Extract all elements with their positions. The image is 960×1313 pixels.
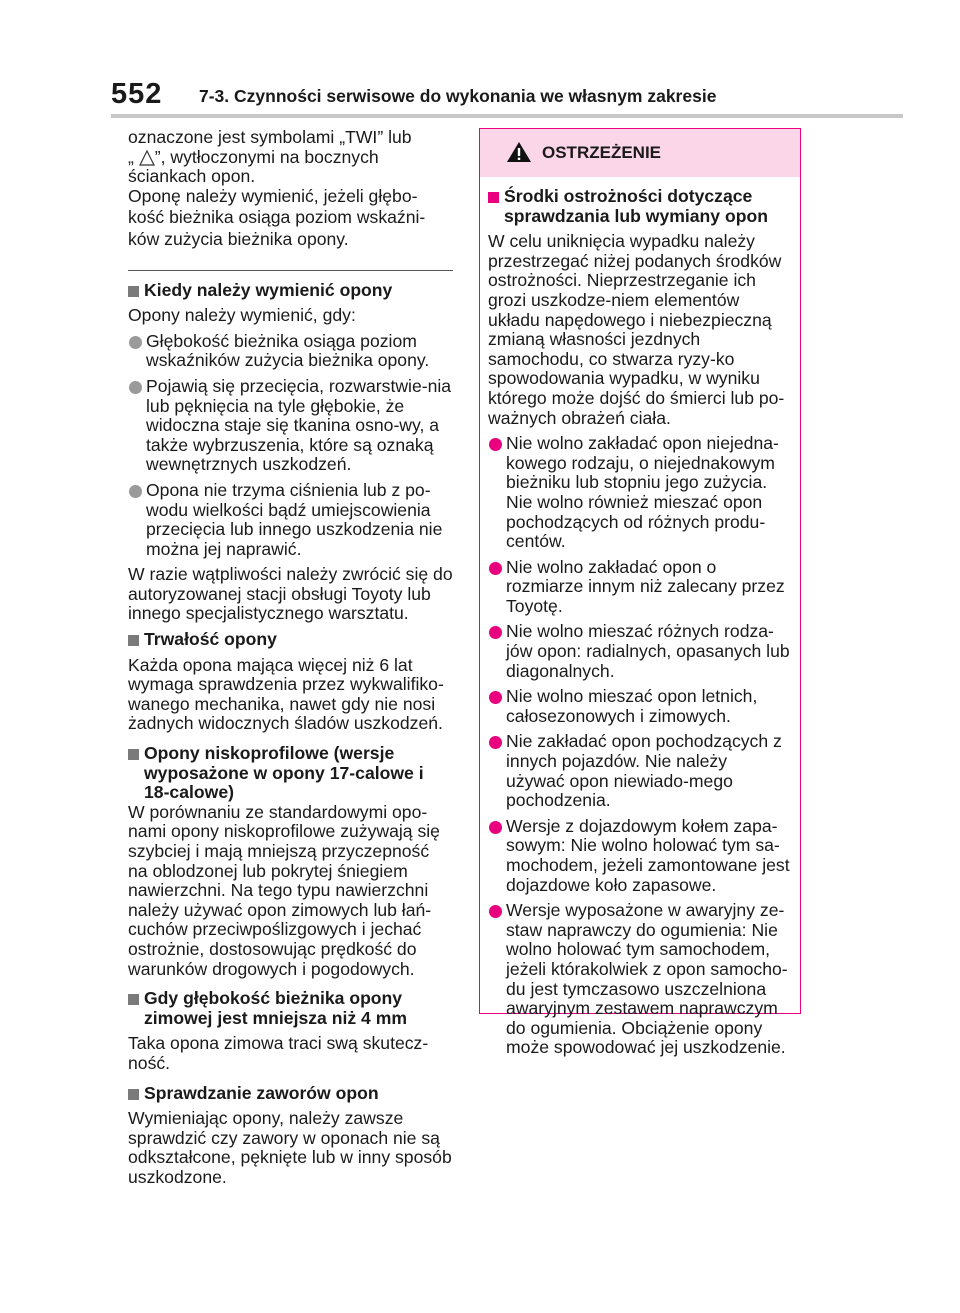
bullet-item: Nie wolno mieszać opon letnich, całosezonowych i zimowych. — [488, 687, 790, 726]
bullet-item: Nie wolno zakładać opon o rozmiarze innym niż zalecany przez Toyotę. — [488, 558, 790, 617]
bullet-item: Nie wolno zakładać opon niejedna-kowego rodzaju, o niejednakowym bieżniku lub stopniu jego zużycia. Nie wolno również mieszać opon pochodzących od różnych produ-centów. — [488, 434, 790, 552]
warning-triangle-icon — [506, 141, 532, 163]
bullet-item: Głębokość bieżnika osiąga poziom wskaźników zużycia bieżnika opony. — [128, 332, 453, 371]
section-heading: Sprawdzanie zaworów opon — [128, 1084, 453, 1104]
warning-header — [480, 129, 800, 177]
intro-line: kość bieżnika osiąga poziom wskaźni- — [128, 207, 426, 228]
bullet-item: Opona nie trzyma ciśnienia lub z po-wodu wielkości bądź umiejscowienia przecięcia lub innego uszkodzenia nie można jej naprawić. — [128, 481, 453, 559]
paragraph: Wymieniając opony, należy zawsze sprawdzić czy zawory w oponach nie są odkształcone, pęknięte lub w inny sposób uszkodzone. — [128, 1108, 452, 1187]
intro-line: „ ”, wytłoczonymi na bocznych — [128, 146, 379, 167]
intro-line: ków zużycia bieżnika opony. — [128, 228, 349, 249]
paragraph: Każda opona mająca więcej niż 6 lat wymaga sprawdzenia przez wykwalifiko-wanego mechanika, nawet gdy nie nosi żadnych widocznych śladów uszkodzeń. — [128, 654, 444, 734]
section-heading: Gdy głębokość bieżnika opony zimowej jest mniejsza niż 4 mm — [128, 989, 453, 1028]
bullet-item: Wersje wyposażone w awaryjny ze-staw naprawczy do ogumienia: Nie wolno holować tym samochodem, jeżeli którakolwiek z opon samocho-du jest tymczasowo uszczelniona awaryjnym zestawem naprawczym do ogumienia. Obciążenie opony może spowodować jej uszkodzenie. — [488, 901, 790, 1058]
twi-triangle-icon — [139, 150, 155, 166]
bullet-item: Wersje z dojazdowym kołem zapa-sowym: Nie wolno holować tym sa-mochodem, jeżeli zamontowane jest dojazdowe koło zapasowe. — [488, 817, 790, 895]
section-heading: Trwałość opony — [128, 630, 453, 650]
bullet-item: Pojawią się przecięcia, rozwarstwie-nia lub pęknięcia na tyle głębokie, że widoczna staje się tkanina osno-wy, a także wybrzuszenia, które są oznaką wewnętrznych uszkodzeń. — [128, 377, 453, 475]
paragraph: Taka opona zimowa traci swą skutecz-ność. — [128, 1033, 429, 1073]
paragraph: Opony należy wymienić, gdy: — [128, 305, 356, 326]
page-number: 552 — [111, 78, 163, 110]
paragraph: W porównaniu ze standardowymi opo-nami opony niskoprofilowe zużywają się szybciej i mają mniejszą przyczepność na oblodzonej lub pokrytej śniegiem nawierzchni. Na tego typu nawierzchni należy używać opon zimowych lub łań-cuchów przeciwpoślizgowych i jechać ostrożnie, dostosowując prędkość do warunków drogowych i pogodowych. — [128, 801, 440, 979]
intro-line: ściankach opon. — [128, 166, 256, 187]
section-heading: Kiedy należy wymienić opony — [128, 281, 453, 301]
warning-title: OSTRZEŻENIE — [542, 143, 662, 162]
section-title: 7-3. Czynności serwisowe do wykonania we własnym zakresie — [199, 86, 717, 106]
left-column — [128, 128, 453, 1188]
page-header — [0, 0, 960, 120]
paragraph: W razie wątpliwości należy zwrócić się do autoryzowanej stacji obsługi Toyoty lub innego specjalistycznego warsztatu. — [128, 564, 453, 624]
warning-heading: Środki ostrożności dotyczące sprawdzania lub wymiany opon — [488, 187, 790, 226]
bullet-item: Nie wolno mieszać różnych rodza-jów opon: radialnych, opasanych lub diagonalnych. — [488, 622, 790, 681]
intro-line: Oponę należy wymienić, jeżeli głębo- — [128, 185, 418, 206]
intro-line: oznaczone jest symbolami „TWI” lub — [128, 127, 412, 147]
section-heading: Opony niskoprofilowe (wersje wyposażone w opony 17-calowe i 18-calowe) — [128, 744, 453, 803]
bullet-item: Nie zakładać opon pochodzących z innych pojazdów. Nie należy używać opon niewiado-mego pochodzenia. — [488, 732, 790, 810]
header-rule — [111, 114, 903, 118]
divider — [128, 270, 453, 271]
warning-box — [479, 128, 801, 1058]
paragraph: W celu uniknięcia wypadku należy przestrzegać niżej podanych środków ostrożności. Nieprzestrzeganie ich grozi uszkodze-niem elementów układu napędowego i niebezpieczną zmianą własności jezdnych samochodu, co stwarza ryzy-ko spowodowania wypadku, w wyniku którego może dojść do śmierci lub po-ważnych obrażeń ciała. — [488, 231, 785, 428]
warning-body — [480, 177, 800, 1058]
